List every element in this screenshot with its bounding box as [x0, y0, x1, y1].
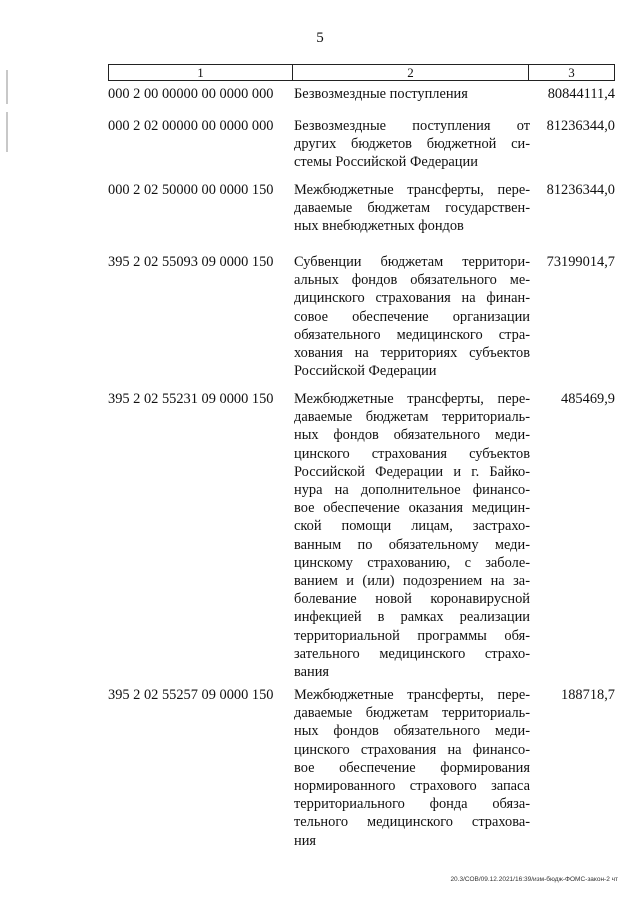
description-line: даваемые бюджетам государствен- [294, 200, 530, 217]
description-line: болевание новой коронавирусной [294, 591, 530, 608]
revenue-description [294, 686, 530, 850]
revenue-description [294, 390, 530, 681]
description-line: территориального фонда обяза- [294, 796, 530, 813]
description-line: Российской Федерации [294, 363, 437, 380]
description-line: цинского страхования на финансо- [294, 741, 530, 758]
margin-binding-mark [6, 112, 8, 152]
description-line: стемы Российской Федерации [294, 154, 478, 171]
amount-value: 188718,7 [561, 687, 615, 703]
column-header-1: 1 [109, 65, 293, 80]
column-header-3: 3 [568, 65, 575, 80]
budget-code: 395 2 02 55093 09 0000 150 [108, 254, 274, 270]
description-line: ных фондов обязательного меди- [294, 723, 530, 740]
amount-value: 73199014,7 [546, 254, 615, 270]
description-line: нормированного страхового запаса [294, 778, 530, 795]
description-line: даваемые бюджетам территориаль- [294, 409, 530, 426]
description-line: Межбюджетные трансферты, пере- [294, 182, 530, 198]
description-line: даваемые бюджетам территориаль- [294, 705, 530, 722]
description-line: ванным по обязательному меди- [294, 536, 530, 553]
description-line: цинского страхования субъектов [294, 445, 530, 462]
budget-code: 395 2 02 55257 09 0000 150 [108, 687, 274, 703]
description-line: Субвенции бюджетам территори- [294, 254, 530, 270]
amount-value: 80844111,4 [547, 86, 615, 102]
description-line: ской помощи лицам, застрахо- [294, 518, 530, 535]
description-line: альных фондов обязательного ме- [294, 272, 530, 289]
description-line: ных фондов обязательного меди- [294, 427, 530, 444]
description-line: хования на территориях субъектов [294, 345, 530, 362]
description-line: Безвозмездные поступления [294, 86, 468, 102]
description-line: совое обеспечение организации [294, 308, 530, 325]
description-line: ванием и (или) подозрением на за- [294, 573, 530, 590]
description-line: территориальной программы обя- [294, 627, 530, 644]
description-line: нура на дополнительное финансо- [294, 482, 530, 499]
revenue-description [294, 85, 530, 103]
budget-code: 000 2 02 50000 00 0000 150 [108, 182, 274, 198]
description-line: других бюджетов бюджетной си- [294, 136, 530, 153]
budget-code: 000 2 02 00000 00 0000 000 [108, 118, 274, 134]
margin-binding-mark [6, 70, 8, 104]
description-line: Российской Федерации и г. Байко- [294, 463, 530, 480]
amount-value: 81236344,0 [546, 182, 615, 198]
description-line: вое обеспечение оказания медицин- [294, 500, 530, 517]
description-line: тельного медицинского страхова- [294, 814, 530, 831]
description-line: дицинского страхования на финан- [294, 290, 530, 307]
table-header-row [108, 64, 615, 81]
revenue-description [294, 253, 530, 380]
description-line: ния [294, 832, 317, 849]
revenue-description [294, 117, 530, 172]
description-line: ных внебюджетных фондов [294, 218, 464, 235]
revenue-description [294, 181, 530, 236]
description-line: Безвозмездные поступления от [294, 118, 530, 134]
description-line: вое обеспечение формирования [294, 759, 530, 776]
amount-value: 81236344,0 [546, 118, 615, 134]
description-line: вания [294, 664, 330, 681]
description-line: зательного медицинского страхо- [294, 645, 530, 662]
page-number: 5 [316, 30, 324, 46]
column-header-2: 2 [293, 65, 529, 80]
budget-code: 000 2 00 00000 00 0000 000 [108, 86, 274, 102]
description-line: обязательного медицинского стра- [294, 326, 530, 343]
amount-value: 485469,9 [561, 391, 615, 407]
description-line: Межбюджетные трансферты, пере- [294, 391, 530, 407]
description-line: Межбюджетные трансферты, пере- [294, 687, 530, 703]
budget-code: 395 2 02 55231 09 0000 150 [108, 391, 274, 407]
document-footer-id: 20.3/СОВ/09.12.2021/16:39/изм-бюдж-ФОМС-закон-2 чт [450, 876, 618, 883]
description-line: цинскому страхованию, с заболе- [294, 554, 530, 571]
description-line: инфекцией в рамках реализации [294, 609, 530, 626]
